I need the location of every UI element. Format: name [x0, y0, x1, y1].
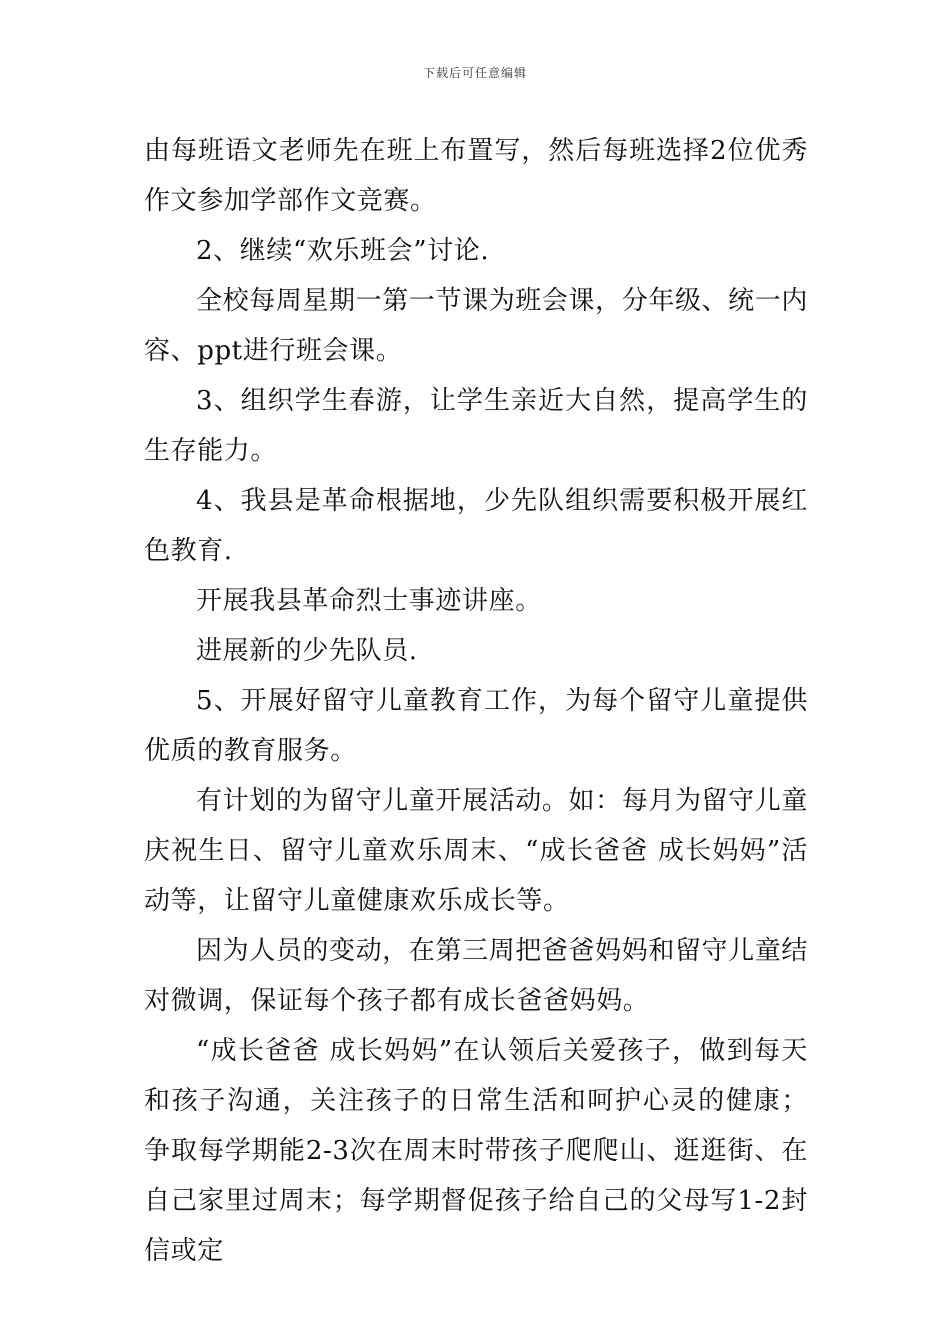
document-body — [144, 126, 808, 1276]
paragraph-7: 进展新的少先队员. — [196, 636, 418, 666]
paragraph-4: 3、组织学生春游，让学生亲近大自然，提高学生的生存能力。 — [144, 386, 808, 466]
paragraph-8: 5、开展好留守儿童教育工作，为每个留守儿童提供优质的教育服务。 — [144, 686, 808, 766]
paragraph-10: 因为人员的变动，在第三周把爸爸妈妈和留守儿童结对微调，保证每个孩子都有成长爸爸妈妈。 — [144, 936, 808, 1016]
paragraph-5: 4、我县是革命根据地，少先队组织需要积极开展红色教育. — [144, 486, 808, 566]
page-header: 下载后可任意编辑 — [422, 66, 527, 80]
paragraph-2: 2、继续“欢乐班会”讨论. — [196, 236, 490, 266]
paragraph-9: 有计划的为留守儿童开展活动。如：每月为留守儿童庆祝生日、留守儿童欢乐周末、“成长爸爸 成长妈妈”活动等，让留守儿童健康欢乐成长等。 — [144, 786, 808, 916]
paragraph-1: 由每班语文老师先在班上布置写，然后每班选择2位优秀作文参加学部作文竞赛。 — [144, 136, 808, 216]
paragraph-11: “成长爸爸 成长妈妈”在认领后关爱孩子，做到每天和孩子沟通，关注孩子的日常生活和呵护心灵的健康；争取每学期能2-3次在周末时带孩子爬爬山、逛逛街、在自己家里过周末；每学期督促孩子给自己的父母写1-2封信或定 — [144, 1036, 808, 1266]
paragraph-3: 全校每周星期一第一节课为班会课，分年级、统一内容、ppt进行班会课。 — [144, 286, 808, 366]
paragraph-6: 开展我县革命烈士事迹讲座。 — [196, 586, 542, 616]
